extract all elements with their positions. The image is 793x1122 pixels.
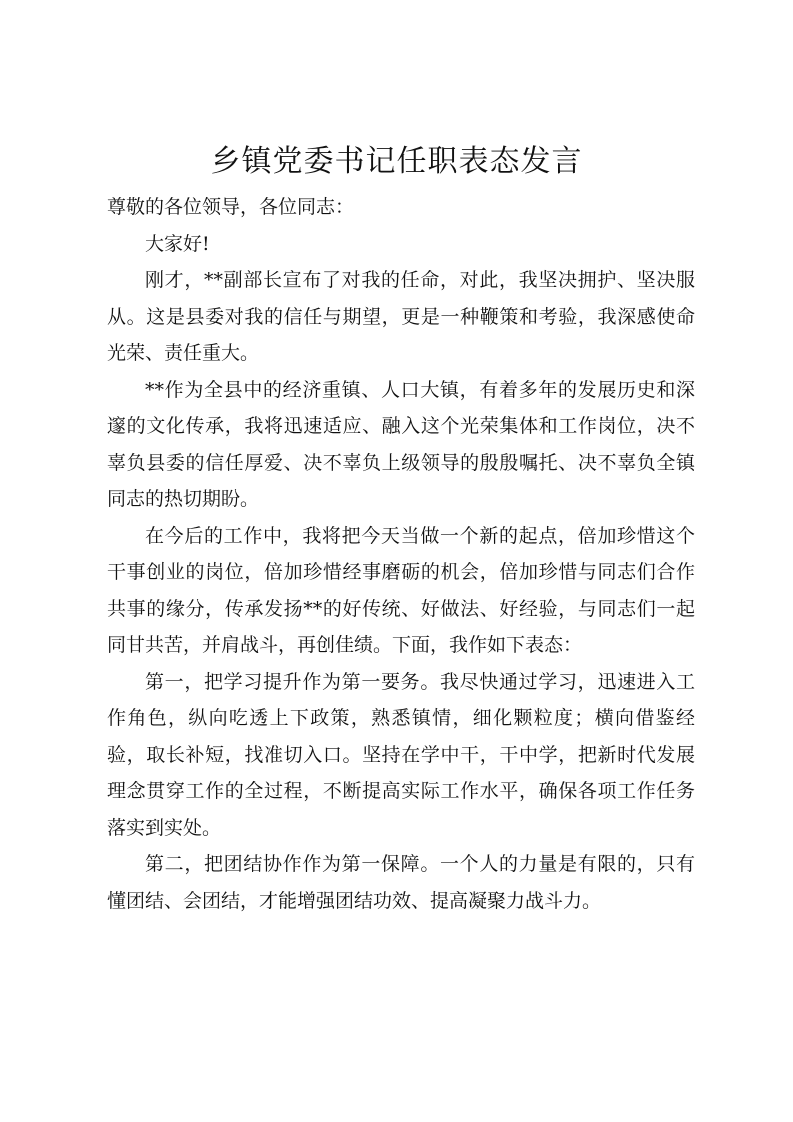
paragraph-commitment: 在今后的工作中，我将把今天当做一个新的起点，倍加珍惜这个干事创业的岗位，倍加珍惜经事磨砺的机会，倍加珍惜与同志们合作共事的缘分，传承发扬**的好传统、好做法、好经验，与同志们一起同甘共苦，并肩战斗，再创佳绩。下面，我作如下表态： <box>107 524 695 656</box>
paragraph-appointment: 刚才，**副部长宣布了对我的任命，对此，我坚决拥护、坚决服从。这是县委对我的信任与期望，更是一种鞭策和考验，我深感使命光荣、责任重大。 <box>107 269 695 364</box>
paragraph-first-point: 第一，把学习提升作为第一要务。我尽快通过学习，迅速进入工作角色，纵向吃透上下政策，熟悉镇情，细化颗粒度；横向借鉴经验，取长补短，找准切入口。坚持在学中干，干中学，把新时代发展理念贯穿工作的全过程，不断提高实际工作水平，确保各项工作任务落实到实处。 <box>107 670 695 839</box>
paragraph-town-introduction: **作为全县中的经济重镇、人口大镇，有着多年的发展历史和深邃的文化传承，我将迅速适应、融入这个光荣集体和工作岗位，决不辜负县委的信任厚爱、决不辜负上级领导的殷殷嘱托、决不辜负全镇同志的热切期盼。 <box>107 378 695 510</box>
salutation: 尊敬的各位领导，各位同志： <box>107 196 355 218</box>
document-title: 乡镇党委书记任职表态发言 <box>210 144 583 179</box>
paragraph-greeting: 大家好! <box>145 232 210 255</box>
document-body <box>107 189 695 919</box>
paragraph-second-point: 第二，把团结协作作为第一保障。一个人的力量是有限的，只有懂团结、会团结，才能增强团结功效、提高凝聚力战斗力。 <box>107 853 695 912</box>
